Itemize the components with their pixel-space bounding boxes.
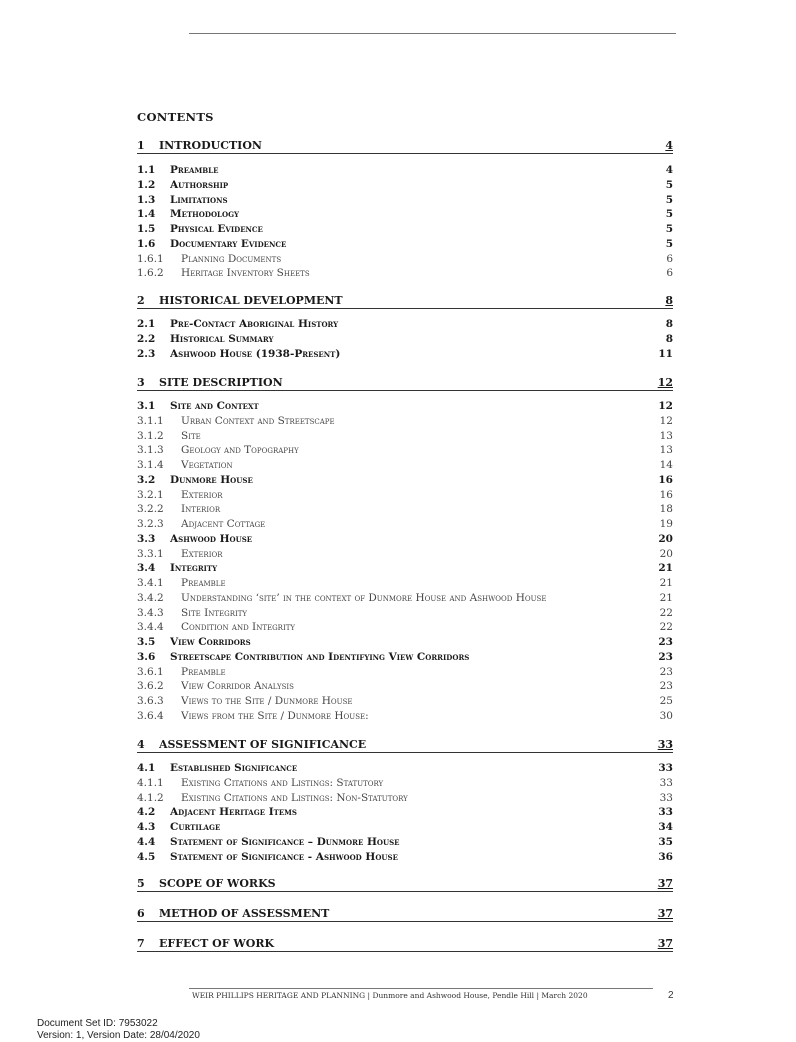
toc-entry-4-1-2[interactable] [137, 792, 673, 807]
toc-section-4[interactable] [137, 738, 673, 753]
toc-number: 4.2 [137, 806, 156, 819]
toc-number: 3 [137, 376, 145, 389]
toc-page: 23 [659, 665, 673, 678]
toc-page: 5 [665, 193, 673, 206]
toc-page: 16 [658, 473, 673, 486]
toc-entry-3-1-1[interactable] [137, 415, 673, 430]
toc-number: 3.4.2 [137, 591, 164, 604]
toc-page: 14 [659, 459, 673, 471]
toc-entry-3-1[interactable] [137, 400, 673, 415]
toc-page: 12 [659, 414, 673, 427]
toc-title: Historical Summary [170, 332, 274, 345]
toc-page: 30 [659, 709, 673, 722]
toc-page: 5 [665, 223, 673, 235]
toc-title: Statement of Significance - Ashwood House [170, 850, 398, 863]
toc-title: Preamble [181, 577, 226, 589]
toc-number: 3.6.3 [137, 695, 164, 707]
document-version: Version: 1, Version Date: 28/04/2020 [37, 1030, 200, 1041]
toc-number: 4.1.1 [137, 776, 164, 789]
toc-title: Interior [181, 503, 221, 516]
toc-page: 18 [659, 503, 673, 516]
toc-number: 3.5 [137, 636, 156, 648]
toc-number: 3.6 [137, 650, 156, 663]
toc-number: 4 [137, 738, 145, 751]
toc-page: 8 [665, 294, 673, 307]
toc-title: Documentary Evidence [170, 237, 287, 250]
toc-page: 11 [658, 347, 673, 360]
toc-number: 2.1 [137, 318, 156, 330]
toc-page: 35 [658, 835, 673, 848]
document-set-id: Document Set ID: 7953022 [37, 1018, 158, 1029]
toc-title: Preamble [170, 164, 219, 176]
toc-page: 12 [658, 400, 673, 412]
toc-title: Exterior [181, 547, 223, 560]
toc-entry-1-6[interactable] [137, 238, 673, 253]
toc-page: 5 [665, 237, 673, 250]
toc-number: 3.1.2 [137, 429, 164, 442]
toc-number: 3.6.2 [137, 680, 164, 693]
toc-number: 2 [137, 294, 145, 307]
toc-number: 4.3 [137, 821, 156, 833]
toc-page: 37 [657, 907, 673, 920]
toc-page: 20 [658, 532, 673, 545]
toc-entry-4-1[interactable] [137, 762, 673, 777]
toc-title: Site Integrity [181, 606, 248, 619]
toc-title: Curtilage [170, 821, 221, 833]
toc-number: 1.3 [137, 193, 156, 206]
toc-page: 21 [658, 562, 673, 575]
toc-entry-1-6-2[interactable] [137, 267, 673, 282]
toc-section-7[interactable] [137, 937, 673, 952]
toc-title: Pre-Contact Aboriginal History [170, 318, 339, 330]
toc-number: 3.3.1 [137, 547, 164, 560]
toc-page: 13 [659, 444, 673, 457]
toc-number: 6 [137, 907, 145, 920]
document-stamp [37, 1018, 200, 1042]
toc-entry-3-4-1[interactable] [137, 577, 673, 592]
toc-number: 3.1.4 [137, 459, 164, 471]
toc-number: 3.4 [137, 562, 156, 575]
toc-entry-3-6[interactable] [137, 651, 673, 666]
toc-page: 5 [665, 178, 673, 191]
toc-page: 33 [659, 776, 673, 789]
toc-page: 34 [658, 821, 673, 833]
toc-title: Integrity [170, 562, 218, 575]
table-of-contents [137, 0, 673, 1000]
toc-number: 1.2 [137, 178, 156, 191]
toc-page: 6 [666, 252, 673, 265]
toc-title: HISTORICAL DEVELOPMENT [159, 294, 343, 307]
toc-entry-3-3[interactable] [137, 533, 673, 548]
toc-entry-3-6-2[interactable] [137, 680, 673, 695]
toc-entry-2-2[interactable] [137, 333, 673, 348]
toc-section-1[interactable] [137, 139, 673, 154]
toc-entry-3-3-1[interactable] [137, 548, 673, 563]
toc-number: 3.4.3 [137, 606, 164, 619]
footer-rule [189, 988, 653, 989]
toc-title: Planning Documents [181, 252, 282, 265]
toc-page: 23 [658, 650, 673, 663]
toc-title: View Corridors [170, 636, 251, 648]
toc-number: 5 [137, 877, 145, 890]
toc-title: Urban Context and Streetscape [181, 414, 335, 427]
toc-number: 3.2 [137, 473, 156, 486]
toc-page: 33 [658, 806, 673, 819]
toc-entry-4-4[interactable] [137, 836, 673, 851]
toc-title: SITE DESCRIPTION [159, 376, 283, 389]
toc-entry-3-5[interactable] [137, 636, 673, 651]
toc-entry-1-5[interactable] [137, 223, 673, 238]
toc-number: 1.6 [137, 237, 156, 250]
toc-page: 6 [666, 267, 673, 280]
toc-section-6[interactable] [137, 907, 673, 922]
toc-entry-3-1-4[interactable] [137, 459, 673, 474]
toc-title: Views from the Site / Dunmore House: [181, 709, 369, 722]
toc-number: 7 [137, 937, 145, 950]
toc-title: Adjacent Heritage Items [170, 806, 297, 819]
toc-number: 1.6.1 [137, 252, 164, 265]
toc-entry-4-5[interactable] [137, 851, 673, 866]
toc-entry-1-1[interactable] [137, 164, 673, 179]
toc-number: 1.1 [137, 164, 156, 176]
toc-number: 3.4.1 [137, 577, 164, 589]
toc-page: 20 [659, 547, 673, 560]
toc-entry-3-4-3[interactable] [137, 607, 673, 622]
toc-number: 1.4 [137, 208, 156, 221]
toc-entry-3-2[interactable] [137, 474, 673, 489]
toc-title: Site [181, 429, 201, 442]
toc-entry-4-1-1[interactable] [137, 777, 673, 792]
toc-page: 4 [665, 139, 673, 152]
toc-number: 4.4 [137, 835, 156, 848]
toc-title: Exterior [181, 488, 223, 501]
toc-entry-1-6-1[interactable] [137, 253, 673, 268]
toc-title: Authorship [170, 178, 229, 191]
toc-title: Geology and Topography [181, 444, 299, 457]
toc-title: Ashwood House (1938-Present) [170, 347, 341, 360]
toc-entry-3-4[interactable] [137, 562, 673, 577]
toc-section-2[interactable] [137, 294, 673, 309]
toc-title: Adjacent Cottage [181, 518, 266, 530]
toc-number: 2.2 [137, 332, 156, 345]
toc-title: View Corridor Analysis [181, 680, 294, 693]
toc-number: 3.1 [137, 400, 156, 412]
toc-page: 33 [658, 762, 673, 774]
toc-title: Preamble [181, 665, 226, 678]
toc-page: 8 [665, 332, 673, 345]
toc-number: 3.2.3 [137, 518, 164, 530]
toc-title: Physical Evidence [170, 223, 263, 235]
toc-entry-3-4-4[interactable] [137, 621, 673, 636]
toc-entry-2-3[interactable] [137, 348, 673, 363]
toc-page: 37 [657, 937, 673, 950]
toc-entry-1-4[interactable] [137, 208, 673, 223]
toc-title: METHOD OF ASSESSMENT [159, 907, 330, 920]
toc-page: 8 [665, 318, 673, 330]
toc-title: Site and Context [170, 400, 259, 412]
toc-title: Existing Citations and Listings: Statutory [181, 776, 384, 789]
toc-title: Condition and Integrity [181, 621, 296, 634]
toc-entry-3-6-3[interactable] [137, 695, 673, 710]
toc-number: 3.6.4 [137, 709, 164, 722]
toc-entry-3-2-3[interactable] [137, 518, 673, 533]
toc-number: 2.3 [137, 347, 156, 360]
toc-number: 3.3 [137, 532, 156, 545]
toc-entry-2-1[interactable] [137, 318, 673, 333]
toc-section-3[interactable] [137, 376, 673, 391]
toc-page: 19 [659, 518, 673, 530]
page-number: 2 [668, 990, 674, 1001]
toc-title: Dunmore House [170, 473, 253, 486]
toc-page: 25 [659, 695, 673, 707]
toc-number: 4.5 [137, 850, 156, 863]
toc-number: 1.6.2 [137, 267, 164, 280]
toc-page: 33 [657, 738, 673, 751]
toc-title: Views to the Site / Dunmore House [181, 695, 353, 707]
toc-page: 23 [658, 636, 673, 648]
toc-entry-1-2[interactable] [137, 179, 673, 194]
toc-page: 4 [665, 164, 673, 176]
toc-page: 23 [659, 680, 673, 693]
toc-title: Methodology [170, 208, 240, 221]
toc-entry-4-3[interactable] [137, 821, 673, 836]
toc-page: 22 [659, 621, 673, 634]
toc-number: 3.1.1 [137, 414, 164, 427]
toc-number: 3.2.2 [137, 503, 164, 516]
toc-number: 1.5 [137, 223, 156, 235]
toc-page: 13 [659, 429, 673, 442]
toc-title: SCOPE OF WORKS [159, 877, 276, 890]
toc-entry-3-1-2[interactable] [137, 430, 673, 445]
toc-number: 4.1.2 [137, 791, 164, 804]
toc-number: 3.6.1 [137, 665, 164, 678]
toc-entry-4-2[interactable] [137, 806, 673, 821]
toc-page: 33 [659, 791, 673, 804]
toc-number: 3.2.1 [137, 488, 164, 501]
toc-page: 16 [659, 488, 673, 501]
toc-title: Ashwood House [170, 532, 253, 545]
toc-entry-3-2-2[interactable] [137, 503, 673, 518]
toc-number: 1 [137, 139, 145, 152]
toc-title: Vegetation [181, 459, 233, 471]
footer-text: WEIR PHILLIPS HERITAGE AND PLANNING | Dunmore and Ashwood House, Pendle Hill | March 2020 [192, 991, 588, 1000]
toc-number: 3.4.4 [137, 621, 164, 634]
toc-title: Limitations [170, 193, 228, 206]
toc-page: 21 [659, 591, 673, 604]
toc-title: Understanding ‘site’ in the context of Dunmore House and Ashwood House [181, 591, 547, 604]
toc-title: INTRODUCTION [159, 139, 262, 152]
toc-page: 37 [657, 877, 673, 890]
toc-title: Heritage Inventory Sheets [181, 267, 310, 280]
toc-section-5[interactable] [137, 877, 673, 892]
toc-title: Streetscape Contribution and Identifying View Corridors [170, 650, 470, 663]
toc-page: 22 [659, 606, 673, 619]
toc-page: 5 [665, 208, 673, 221]
toc-number: 4.1 [137, 762, 156, 774]
toc-title: ASSESSMENT OF SIGNIFICANCE [159, 738, 367, 751]
toc-entry-3-2-1[interactable] [137, 489, 673, 504]
toc-entry-3-6-1[interactable] [137, 666, 673, 681]
toc-entry-3-1-3[interactable] [137, 444, 673, 459]
contents-heading: CONTENTS [137, 110, 214, 124]
toc-page: 21 [659, 577, 673, 589]
toc-entry-3-6-4[interactable] [137, 710, 673, 725]
toc-page: 12 [657, 376, 673, 389]
toc-title: Established Significance [170, 762, 298, 774]
toc-number: 3.1.3 [137, 444, 164, 457]
toc-page: 36 [658, 850, 673, 863]
toc-title: Statement of Significance – Dunmore House [170, 835, 400, 848]
toc-title: EFFECT OF WORK [159, 937, 275, 950]
toc-title: Existing Citations and Listings: Non-Statutory [181, 791, 408, 804]
toc-entry-3-4-2[interactable] [137, 592, 673, 607]
toc-entry-1-3[interactable] [137, 194, 673, 209]
